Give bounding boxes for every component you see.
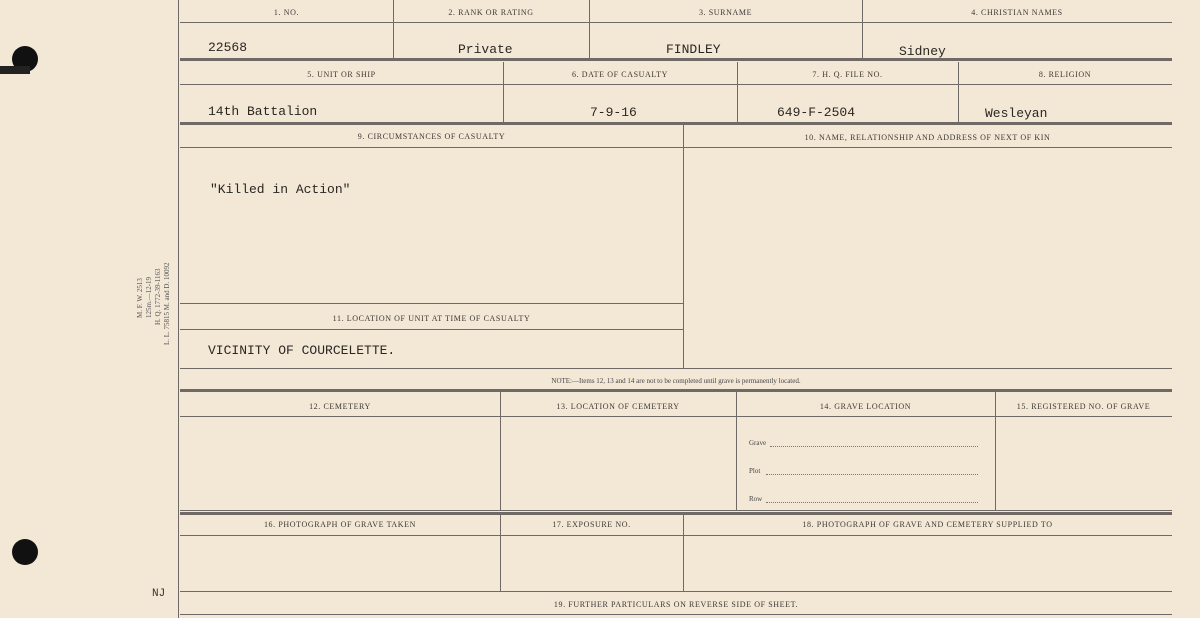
value-christian-names: Sidney bbox=[899, 44, 946, 59]
label-cemetery: 12. CEMETERY bbox=[309, 402, 371, 411]
value-hq-file: 649-F-2504 bbox=[777, 105, 856, 120]
label-unit: 5. UNIT OR SHIP bbox=[307, 70, 376, 79]
label-location-of-unit: 11. LOCATION OF UNIT AT TIME OF CASUALTY bbox=[332, 314, 531, 323]
label-hq-file: 7. H. Q. FILE NO. bbox=[812, 70, 883, 79]
rule bbox=[180, 329, 683, 330]
label-photograph-taken: 16. PHOTOGRAPH OF GRAVE TAKEN bbox=[263, 520, 417, 529]
value-rank: Private bbox=[458, 42, 513, 57]
label-location-of-cemetery: 13. LOCATION OF CEMETERY bbox=[556, 402, 680, 411]
label-christian-names: 4. CHRISTIAN NAMES bbox=[971, 8, 1063, 17]
label-circumstances: 9. CIRCUMSTANCES OF CASUALTY bbox=[357, 132, 506, 141]
label-rank: 2. RANK OR RATING bbox=[448, 8, 534, 17]
value-surname: FINDLEY bbox=[666, 42, 721, 57]
value-unit: 14th Battalion bbox=[208, 104, 318, 119]
field-plot: Plot bbox=[749, 467, 761, 475]
value-religion: Wesleyan bbox=[985, 106, 1048, 121]
field-grave: Grave bbox=[749, 439, 767, 447]
label-registered-no: 15. REGISTERED NO. OF GRAVE bbox=[1016, 402, 1151, 411]
rule bbox=[180, 84, 1172, 85]
rule bbox=[180, 58, 1172, 61]
punch-hole-bottom bbox=[12, 539, 38, 565]
label-photograph-supplied: 18. PHOTOGRAPH OF GRAVE AND CEMETERY SUPPLIED TO bbox=[802, 520, 1053, 529]
margin-line bbox=[178, 0, 179, 618]
rule bbox=[683, 125, 684, 368]
value-circumstances: "Killed in Action" bbox=[210, 182, 351, 197]
rule bbox=[180, 614, 1172, 615]
rule bbox=[180, 510, 1172, 511]
label-no: 1. NO. bbox=[273, 8, 300, 17]
value-date: 7-9-16 bbox=[590, 105, 637, 120]
value-location-of-unit: VICINITY OF COURCELETTE. bbox=[208, 343, 396, 358]
rule bbox=[180, 368, 1172, 369]
value-no: 22568 bbox=[208, 40, 248, 55]
card-tab-mark bbox=[0, 66, 30, 74]
label-grave-location: 14. GRAVE LOCATION bbox=[819, 402, 912, 411]
rule bbox=[180, 22, 1172, 23]
side-code-3: H. Q. 1772-39-1163 bbox=[154, 268, 162, 325]
field-row: Row bbox=[749, 495, 763, 503]
rule bbox=[180, 512, 1172, 515]
dotted-line bbox=[770, 446, 978, 447]
label-religion: 8. RELIGION bbox=[1038, 70, 1092, 79]
side-code-2: 125m.—12-19 bbox=[145, 276, 153, 318]
footer-note: 19. FURTHER PARTICULARS ON REVERSE SIDE OF SHEET. bbox=[553, 600, 799, 609]
corner-mark: NJ bbox=[152, 588, 166, 600]
label-exposure-no: 17. EXPOSURE NO. bbox=[552, 520, 631, 529]
rule bbox=[180, 389, 1172, 392]
rule bbox=[180, 122, 1172, 125]
rule bbox=[180, 591, 1172, 592]
note-text: NOTE:—Items 12, 13 and 14 are not to be completed until grave is permanently located. bbox=[551, 377, 801, 385]
dotted-line bbox=[766, 474, 978, 475]
label-surname: 3. SURNAME bbox=[698, 8, 753, 17]
rule bbox=[180, 535, 1172, 536]
label-next-of-kin: 10. NAME, RELATIONSHIP AND ADDRESS OF NEXT OF KIN bbox=[804, 133, 1051, 142]
side-code-4: L. L. 75815 M. and D. 10092 bbox=[163, 262, 171, 345]
dotted-line bbox=[766, 502, 978, 503]
label-date: 6. DATE OF CASUALTY bbox=[571, 70, 668, 79]
side-code-1: M. F. W. 2513 bbox=[136, 278, 144, 318]
rule bbox=[180, 147, 1172, 148]
rule bbox=[180, 303, 683, 304]
rule bbox=[180, 416, 1172, 417]
